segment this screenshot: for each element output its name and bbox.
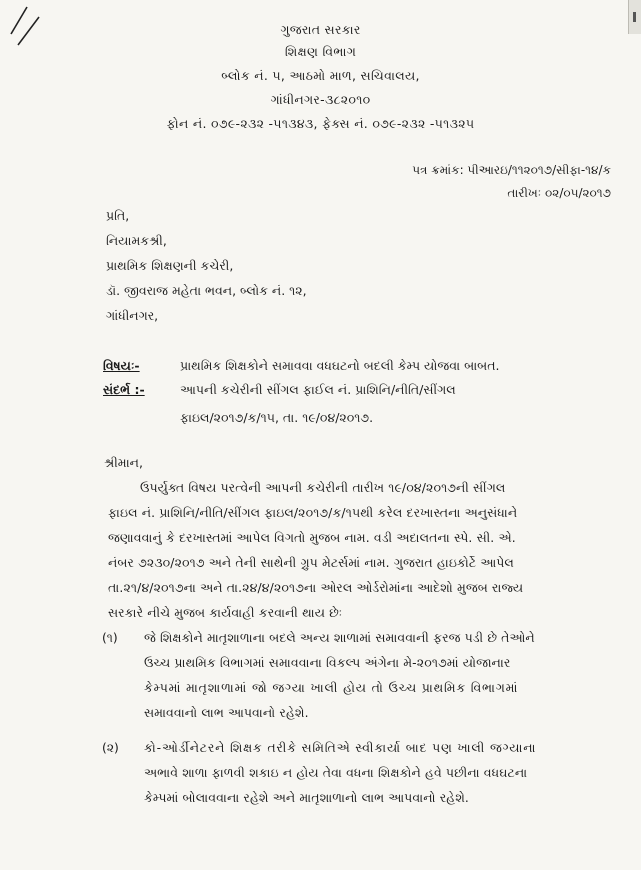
letter-date: તારીખઃ ૦૨/૦૫/૨૦૧૭ (507, 186, 611, 200)
letter-number: પત્ર ક્રમાંક: પીઆરઇ/૧૧૨૦૧૭/સીફા-૧૪/ક (412, 163, 611, 177)
letterhead-government: ગુજરાત સરકાર (280, 22, 361, 37)
recipient-title: નિયામકશ્રી, (106, 233, 167, 248)
item-line: સમાવવાનો લાભ આપવાનો રહેશે. (144, 706, 309, 720)
item-number: (૨) (102, 741, 119, 755)
reference-label: સંદર્ભ :- (103, 382, 145, 397)
letterhead-phone-fax: ફોન નં. ૦૭૯-૨૩૨ -૫૧૩૪૩, ફેક્સ નં. ૦૭૯-૨૩૨ -૫૧૩૨૫ (166, 116, 475, 131)
body-line: ફાઇલ નં. પ્રાશિનિ/નીતિ/સીંગલ ફાઇલ/૨૦૧૭/ક/૧૫થી કરેલ દરખાસ્તના અનુસંધાને (108, 506, 518, 520)
body-line: સરકારે નીચે મુજબ કાર્યવાહી કરવાની થાય છેઃ (108, 606, 343, 620)
recipient-prati: પ્રતિ, (106, 208, 130, 223)
item-line: અભાવે શાળા ફાળવી શકાઇ ન હોય તેવા વધના શિક્ષકોને હવે પછીના વધઘટના (144, 766, 528, 780)
body-line: નંબર ૭૨૩૦/૨૦૧૭ અને તેની સાથેની ગ્રુપ મેટર્સમાં નામ. ગુજરાત હાઇકોર્ટે આપેલ (108, 556, 514, 570)
letterhead-department: શિક્ષણ વિભાગ (284, 44, 357, 59)
body-line: જણાવવાનું કે દરખાસ્તમાં આપેલ વિગતો મુજબ નામ. વડી અદાલતના સ્પે. સી. એ. (108, 531, 516, 545)
item-line: કેમ્પમાં બોલાવવાના રહેશે અને માતૃશાળાનો લાભ આપવાનો રહેશે. (144, 791, 470, 805)
subject-text: પ્રાથમિક શિક્ષકોને સમાવવા વધઘટનો બદલી કેમ્પ યોજવા બાબત. (180, 358, 500, 373)
recipient-city: ગાંધીનગર, (106, 308, 159, 323)
body-line: તા.૨૧/૪/૨૦૧૭ના અને તા.૨૪/૪/૨૦૧૭ના ઓરલ ઓર્ડરોમાંના આદેશો મુજબ રાજ્ય (108, 581, 524, 595)
item-line: કો-ઓર્ડીનેટરને શિક્ષક તરીકે સમિતિએ સ્વીકાર્યા બાદ પણ ખાલી જગ્યાના (144, 741, 537, 755)
body-line: ઉપર્યુક્ત વિષય પરત્વેની આપની કચેરીની તારીખ ૧૯/૦૪/૨૦૧૭ની સીંગલ (140, 481, 506, 495)
letterhead-block: બ્લોક નં. ૫, આઠમો માળ, સચિવાલય, (221, 68, 420, 83)
item-line: ઉચ્ચ પ્રાથમિક વિભાગમાં સમાવવાના વિકલ્પ અંગેના મે-૨૦૧૭માં યોજાનાર (144, 656, 511, 670)
item-line: કેમ્પમાં માતૃશાળામાં જો જગ્યા ખાલી હોય તો ઉચ્ચ પ્રાથમિક વિભાગમાં (144, 681, 519, 695)
recipient-office: પ્રાથમિક શિક્ષણની કચેરી, (106, 258, 234, 273)
letterhead-city: ગાંધીનગર-૩૮૨૦૧૦ (270, 92, 371, 107)
reference-text-2: ફાઇલ/૨૦૧૭/ક/૧૫, તા. ૧૯/૦૪/૨૦૧૭. (180, 410, 374, 425)
item-line: જે શિક્ષકોને માતૃશાળાના બદલે અન્ય શાળામાં સમાવવાની ફરજ પડી છે તેઓને (144, 631, 535, 645)
subject-label: વિષયઃ- (103, 358, 140, 373)
salutation: શ્રીમાન, (104, 455, 143, 470)
item-number: (૧) (102, 631, 118, 645)
recipient-address: ડૉ. જીવરાજ મહેતા ભવન, બ્લોક નં. ૧૨, (106, 283, 307, 298)
reference-text-1: આપની કચેરીની સીંગલ ફાઈલ નં. પ્રાશિનિ/નીતિ/સીંગલ (180, 382, 456, 397)
